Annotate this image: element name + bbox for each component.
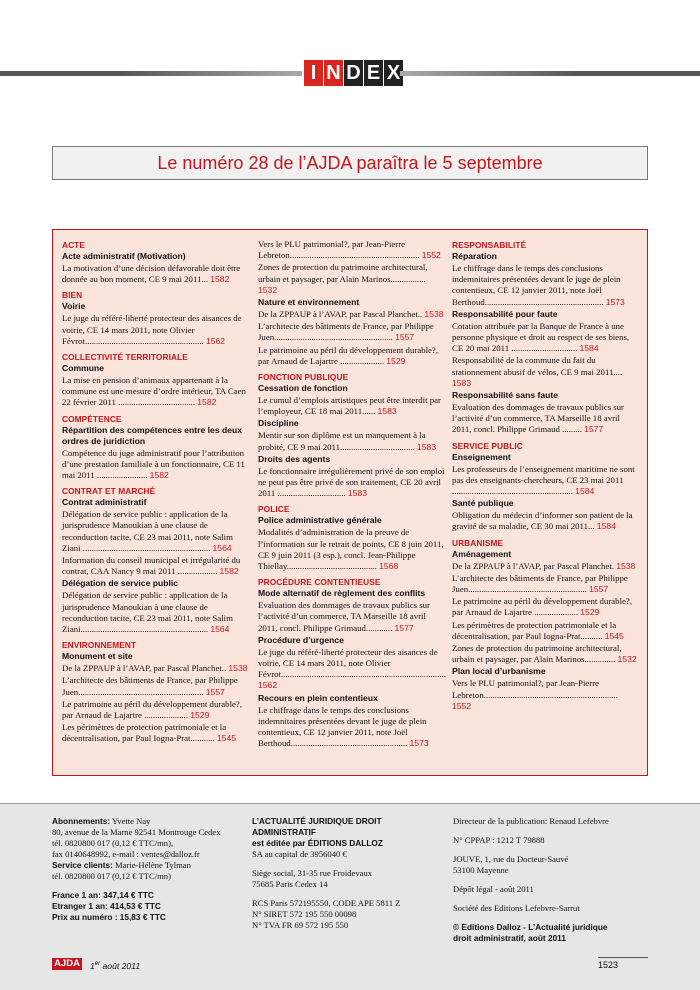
index-entry bbox=[258, 600, 445, 634]
index-subheading: Répartition des compétences entre les deux ordres de juridiction bbox=[62, 424, 243, 446]
index-entry-page: 1584 bbox=[579, 343, 599, 354]
index-entry-page: 1562 bbox=[258, 680, 278, 691]
index-entry bbox=[452, 620, 638, 642]
index-entry-text: Le juge du référé-liberté protecteur des aisances de voirie, CE 14 mars 2011, note Olivier Févrot........................................................................... bbox=[258, 646, 446, 680]
index-subheading: Mode alternatif de règlement des conflits bbox=[258, 588, 426, 599]
index-subheading: Plan local d’urbanisme bbox=[452, 666, 546, 677]
index-entry bbox=[62, 313, 252, 347]
index-subheading: Délégation de service public bbox=[62, 578, 179, 589]
index-entry-text: De la ZPPAUP à l’AVAP, par Pascal Planchet.. bbox=[258, 309, 423, 320]
index-entry-page: 1564 bbox=[212, 542, 232, 553]
index-entry bbox=[452, 561, 638, 572]
index-entry-text: Les périmètres de protection patrimoniale et la décentralisation, par Paul Iogna-Prat.......... bbox=[452, 619, 617, 641]
footer-legal bbox=[453, 816, 653, 944]
index-entry-page: 1568 bbox=[379, 561, 399, 572]
index-entry bbox=[452, 596, 638, 618]
index-entry-text: Le chiffrage dans le temps des conclusions indemnitaires présentées devant le juge de plein contentieux, CE 12 janvier 2011, note Joël Berthoud..................................................... bbox=[258, 704, 427, 749]
index-entry bbox=[452, 321, 638, 355]
index-entry bbox=[258, 262, 445, 296]
index-entry-page: 1545 bbox=[604, 630, 624, 641]
ajda-logo: AJDA bbox=[52, 958, 82, 970]
index-entry-text: Zones de protection du patrimoine architectural, urbain et paysager, par Alain Marinos................ bbox=[258, 262, 428, 284]
index-section-heading: CONTRAT ET MARCHÉ bbox=[62, 486, 156, 497]
index-entry-text: Le patrimoine au péril du développement durable?, par Arnaud de Lajartre .................... bbox=[62, 698, 243, 721]
index-entry-text: Les professeurs de l’enseignement maritime ne sont pas des enseignants-chercheurs, CE 23 mai 2011 ....................................................... bbox=[452, 463, 635, 497]
index-subheading: Monument et site bbox=[62, 651, 133, 662]
index-entry-text: De la ZPPAUP à l’AVAP, par Pascal Planchet. bbox=[452, 560, 615, 571]
index-entry-text: Le chiffrage dans le temps des conclusions indemnitaires présentées devant le juge de plein contentieux, CE 12 janvier 2011, note Joël Berthoud...................................................... bbox=[452, 263, 621, 307]
subscriptions-fax: fax 0140648992, e-mail : ventes@dalloz.fr bbox=[52, 849, 200, 859]
index-entry-page: 1545 bbox=[216, 733, 237, 744]
index-subheading: Responsabilité pour faute bbox=[452, 308, 558, 319]
index-entry-page: 1557 bbox=[205, 686, 225, 697]
price-issue: Prix au numéro : 15,83 € TTC bbox=[52, 912, 166, 922]
index-entry bbox=[62, 699, 252, 721]
index-section-heading: BIEN bbox=[62, 290, 83, 301]
index-entry-text: Vers le PLU patrimonial?, par Jean-Pierre Lebreton........................................................... bbox=[258, 239, 420, 261]
index-section-heading: URBANISME bbox=[452, 537, 504, 548]
index-section-heading: COMPÉTENCE bbox=[62, 413, 122, 424]
index-entry bbox=[452, 678, 638, 712]
index-entry bbox=[62, 375, 252, 409]
index-entry-text: Le patrimoine au péril du développement durable?, par Arnaud de Lajartre .................... bbox=[452, 596, 633, 618]
index-column-2 bbox=[258, 238, 445, 750]
index-entry bbox=[452, 573, 638, 595]
index-entry bbox=[452, 643, 638, 665]
index-entry-page: 1582 bbox=[197, 397, 217, 408]
index-entry-page: 1562 bbox=[205, 335, 226, 346]
index-entry-text: Evaluation des dommages de travaux publics sur l’activité d’un commerce, TA Marseille 18 avril 2011, concl. Philippe Grimaud ......... bbox=[452, 402, 624, 435]
index-logo bbox=[304, 60, 404, 86]
index-entry-page: 1584 bbox=[596, 521, 616, 532]
index-entry-page: 1582 bbox=[149, 470, 169, 481]
index-letter: I bbox=[304, 60, 323, 86]
index-entry bbox=[62, 590, 252, 635]
index-entry-page: 1529 bbox=[580, 607, 600, 618]
index-entry-text: Délégation de service public : application de la jurisprudence Manoukian à une clause de reconduction tacite, CE 23 mai 2011, note Salim Ziani .......................................................... bbox=[62, 509, 233, 553]
footer-subscriptions bbox=[52, 816, 247, 923]
index-subheading: Nature et environnement bbox=[258, 297, 360, 308]
index-subheading: Voirie bbox=[62, 301, 86, 312]
index-entry-text: Evaluation des dommages de travaux publics sur l’activité d’un commerce, TA Marseille 18 avril 2011, concl. Philippe Grimaud............ bbox=[258, 600, 430, 633]
index-subheading: Recours en plein contentieux bbox=[258, 692, 378, 703]
publisher-line: est éditée par ÉDITIONS DALLOZ bbox=[252, 838, 383, 848]
index-section-heading: COLLECTIVITÉ TERRITORIALE bbox=[62, 352, 188, 363]
index-entry bbox=[258, 705, 445, 750]
index-column-1 bbox=[62, 238, 252, 745]
index-subheading: Responsabilité sans faute bbox=[452, 390, 559, 401]
index-entry bbox=[258, 345, 445, 367]
index-entry-page: 1577 bbox=[394, 622, 414, 633]
price-france: France 1 an: 347,14 € TTC bbox=[52, 890, 154, 900]
index-subheading: Réparation bbox=[452, 251, 497, 261]
header-rule-right bbox=[400, 71, 700, 76]
index-entry-text: Obligation du médecin d’informer son patient de la gravité de sa maladie, CE 30 mai 2011... bbox=[452, 510, 633, 532]
legal-line: Directeur de la publication: Renaud Lefebvre bbox=[453, 816, 609, 826]
index-entry bbox=[258, 430, 445, 452]
index-subheading: Santé publique bbox=[452, 498, 514, 509]
price-etranger: Etranger 1 an: 414,53 € TTC bbox=[52, 901, 161, 911]
index-entry-text: Le patrimoine au péril du développement durable?, par Arnaud de Lajartre .................... bbox=[258, 344, 439, 366]
index-section-heading: ACTE bbox=[62, 240, 85, 250]
index-entry-page: 1583 bbox=[452, 377, 472, 388]
index-entry-text: Mentir sur son diplôme est un manquement à la probité, CE 9 mai 2011.................................. bbox=[258, 430, 426, 452]
index-entry-page: 1538 bbox=[616, 560, 636, 571]
index-entry bbox=[258, 647, 445, 692]
index-subheading: Cessation de fonction bbox=[258, 383, 348, 394]
index-letter: X bbox=[384, 60, 403, 86]
index-entry-text: L’architecte des bâtiments de France, par Philippe Juen...................................................... bbox=[258, 321, 434, 343]
index-column-3 bbox=[452, 238, 638, 712]
subscriptions-address: 80, avenue de la Marne 92541 Montrouge Cedex bbox=[52, 827, 221, 837]
index-subheading: Procédure d’urgence bbox=[258, 634, 344, 645]
index-entry bbox=[452, 464, 638, 498]
header-rule-left bbox=[0, 71, 302, 76]
index-entry-page: 1564 bbox=[210, 624, 230, 635]
index-entry-text: Le cumul d’emplois artistiques peut être interdit par l’employeur, CE 18 mai 2011...... bbox=[258, 395, 441, 417]
index-entry-text: La mise en pension d’animaux appartenant à la commune est une mesure d’ordre intérieur, TA Caen 22 février 2011 ................................... bbox=[62, 375, 246, 408]
issue-date: 1er août 2011 bbox=[90, 960, 141, 971]
index-entry-text: Responsabilité de la commune du fait du stationnement abusif de vélos, CE 9 mai 2011.... bbox=[452, 355, 623, 377]
index-entry-text: L’architecte des bâtiments de France, par Philippe Juen...................................................... bbox=[452, 572, 628, 595]
index-entry-page: 1538 bbox=[228, 663, 248, 674]
announcement-banner: Le numéro 28 de l’AJDA paraîtra le 5 septembre bbox=[52, 146, 648, 180]
index-subheading: Aménagement bbox=[452, 548, 512, 559]
copyright-line: droit administratif, août 2011 bbox=[453, 933, 566, 943]
index-entry bbox=[62, 722, 252, 744]
index-entry-page: 1584 bbox=[575, 486, 595, 497]
index-entry bbox=[62, 448, 252, 482]
index-entry-page: 1582 bbox=[219, 566, 239, 577]
service-tel: tél. 0820800 017 (0,12 € TTC/mn) bbox=[52, 871, 171, 881]
index-entry-text: La motivation d’une décision défavorable doit être donnée au bon moment, CE 9 mai 2011... bbox=[62, 263, 241, 285]
index-subheading: Commune bbox=[62, 363, 105, 374]
publisher-line: 75685 Paris Cedex 14 bbox=[252, 879, 328, 889]
index-entry-page: 1529 bbox=[190, 710, 210, 721]
index-entry-page: 1552 bbox=[421, 250, 441, 261]
header-bar bbox=[0, 60, 700, 86]
index-entry bbox=[258, 309, 445, 320]
legal-line: Société des Editions Lefebvre-Sarrut bbox=[453, 903, 580, 913]
index-section-heading: PROCÉDURE CONTENTIEUSE bbox=[258, 577, 381, 588]
subscriptions-tel: tél. 0820800 017 (0,12 € TTC/mn), bbox=[52, 838, 174, 848]
index-section-heading: FONCTION PUBLIQUE bbox=[258, 372, 349, 383]
index-entry-page: 1557 bbox=[589, 584, 609, 595]
index-subheading: Acte administratif (Motivation) bbox=[62, 251, 186, 261]
index-entry bbox=[452, 510, 638, 532]
index-entry-text: Modalités d’administration de la preuve de l’information sur le retrait de points, CE 8 juin 2011, CE 9 juin 2011 (3 esp.), concl. Jean-Philippe Thiellay......................................... bbox=[258, 527, 444, 572]
index-entry bbox=[62, 555, 252, 577]
index-entry bbox=[452, 263, 638, 308]
index-entry-page: 1583 bbox=[347, 488, 367, 499]
index-entry bbox=[62, 675, 252, 697]
publisher-line: N° SIRET 572 195 550 00098 bbox=[252, 909, 357, 919]
index-entry-page: 1529 bbox=[386, 355, 406, 366]
index-subheading: Police administrative générale bbox=[258, 515, 382, 526]
copyright-line: © Editions Dalloz - L’Actualité juridique bbox=[453, 922, 608, 932]
index-entry-text: Cotation attribuée par la Banque de France à une personne physique et droit au respect de ses biens, CE 20 mai 2011 .............................. bbox=[452, 320, 630, 354]
index-entry-page: 1538 bbox=[424, 309, 444, 320]
index-subheading: Droits des agents bbox=[258, 453, 331, 464]
index-entry-page: 1577 bbox=[584, 424, 604, 435]
page-number: 1523 bbox=[598, 957, 648, 970]
index-section-heading: SERVICE PUBLIC bbox=[452, 440, 523, 451]
service-label: Service clients: bbox=[52, 860, 113, 870]
index-letter: E bbox=[364, 60, 383, 86]
index-entry-page: 1583 bbox=[417, 441, 437, 452]
publisher-line: L’ACTUALITÉ JURIDIQUE DROIT ADMINISTRATIF bbox=[252, 816, 382, 837]
legal-line: 53100 Mayenne bbox=[453, 865, 509, 875]
index-letter: N bbox=[324, 60, 343, 86]
index-entry-page: 1552 bbox=[452, 700, 472, 711]
index-entry-text: Compétence du juge administratif pour l’attribution d’une prestation familiale à un fonctionnaire, CE 11 mai 2011 ....................... bbox=[62, 447, 245, 481]
index-subheading: Discipline bbox=[258, 418, 299, 429]
index-entry bbox=[62, 663, 252, 674]
index-entry bbox=[452, 402, 638, 436]
index-entry bbox=[258, 466, 445, 500]
index-subheading: Enseignement bbox=[452, 451, 511, 462]
legal-line: Dépôt légal - août 2011 bbox=[453, 884, 534, 894]
index-entry-text: Information du conseil municipal et irrégularité du contrat, CAA Nancy 9 mai 2011 .................. bbox=[62, 555, 241, 577]
index-entry-page: 1573 bbox=[409, 738, 429, 749]
index-entry-text: Le juge du référé-liberté protecteur des aisances de voirie, CE 14 mars 2011, note Olivier Févrot...................................................... bbox=[62, 313, 242, 346]
index-box bbox=[52, 229, 648, 776]
index-letter: D bbox=[344, 60, 363, 86]
publisher-line: SA au capital de 3956040 € bbox=[252, 849, 347, 859]
index-section-heading: ENVIRONNEMENT bbox=[62, 640, 137, 651]
index-entry-text: Délégation de service public : application de la jurisprudence Manoukian à une clause de reconduction tacite, CE 23 mai 2011, note Salim Ziani.......................................................... bbox=[62, 590, 233, 635]
index-entry bbox=[62, 509, 252, 554]
index-entry-page: 1557 bbox=[395, 332, 415, 343]
index-entry bbox=[258, 527, 445, 572]
service-name: Marie-Hélène Tylman bbox=[112, 860, 191, 870]
index-entry bbox=[452, 355, 638, 389]
index-entry bbox=[62, 263, 252, 285]
index-entry-page: 1582 bbox=[210, 274, 230, 285]
index-subheading: Contrat administratif bbox=[62, 497, 147, 508]
index-entry-text: Les périmètres de protection patrimoniale et la décentralisation, par Paul Iogna-Prat........... bbox=[62, 722, 227, 744]
index-entry bbox=[258, 321, 445, 343]
legal-line: JOUVE, 1, rue du Docteur-Sauvé bbox=[453, 854, 569, 864]
index-entry-text: Vers le PLU patrimonial?, par Jean-Pierre Lebreton............................................................. bbox=[452, 678, 618, 700]
publisher-line: RCS Paris 572195550, CODE APE 5811 Z bbox=[252, 898, 401, 908]
index-entry-page: 1573 bbox=[605, 296, 625, 307]
legal-line: N° CPPAP : 1212 T 79888 bbox=[453, 835, 545, 845]
index-entry-page: 1532 bbox=[617, 654, 637, 665]
index-entry-text: Zones de protection du patrimoine architectural, urbain et paysager, par Alain Marinos.............. bbox=[452, 643, 622, 665]
publisher-line: Siège social, 31-35 rue Froidevaux bbox=[252, 868, 373, 878]
index-entry-page: 1583 bbox=[377, 406, 397, 417]
publisher-line: N° TVA FR 69 572 195 550 bbox=[252, 920, 349, 930]
index-entry bbox=[258, 395, 445, 417]
index-entry bbox=[258, 239, 445, 261]
index-entry-text: Le fonctionnaire irrégulièrement privé de son emploi ne peut pas être privé de son traitement, CE 20 avril 2011 ............................... bbox=[258, 465, 445, 499]
footer-publisher bbox=[252, 816, 442, 931]
index-entry-text: L’architecte des bâtiments de France, par Philippe Juen......................................................... bbox=[62, 675, 238, 697]
abonnements-label: Abonnements: bbox=[52, 816, 111, 826]
index-entry-page: 1532 bbox=[258, 284, 278, 295]
index-section-heading: POLICE bbox=[258, 504, 290, 515]
abonnements-name: Yvette Nay bbox=[110, 816, 151, 826]
index-entry-text: De la ZPPAUP à l’AVAP, par Pascal Planchet.. bbox=[62, 663, 227, 674]
index-section-heading: RESPONSABILITÉ bbox=[452, 240, 527, 250]
